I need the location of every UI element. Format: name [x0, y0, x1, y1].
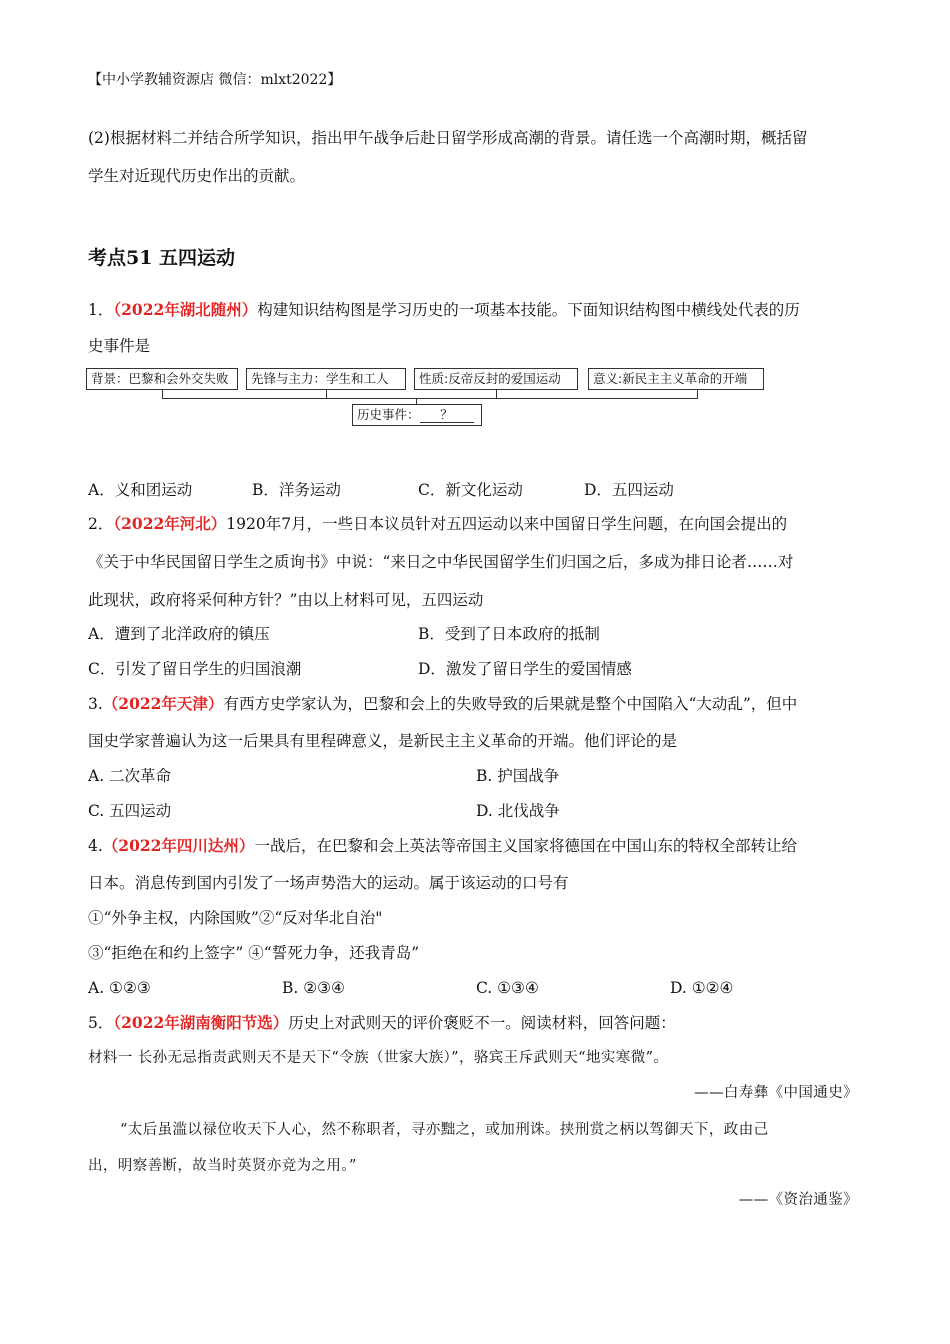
prev-question-line: (2)根据材料二并结合所学知识，指出甲午战争后赴日留学形成高潮的背景。请任选一个高潮时期，概括留 — [88, 129, 808, 147]
option-d: D. ①②④ — [670, 979, 734, 997]
option-a: A. ①②③ — [88, 979, 151, 997]
diagram-connector — [162, 390, 698, 399]
question-3-stem — [88, 694, 797, 714]
material-two: “太后虽滥以禄位收天下人心，然不称职者，寻亦黜之，或加刑诛。挟刑赏之柄以驾御天下，政由己 — [120, 1122, 769, 1138]
prev-question-line: 学生对近现代历史作出的贡献。 — [88, 167, 306, 185]
option-c: C．引发了留日学生的归国浪潮 — [88, 660, 302, 678]
section-title: 考点51 五四运动 — [88, 247, 236, 269]
question-2-stem — [88, 514, 787, 534]
page-header: 【中小学教辅资源店 微信：mlxt2022】 — [88, 72, 342, 88]
question-source: （2022年四川达州） — [102, 836, 255, 855]
question-4-stem — [88, 836, 797, 856]
diagram-box-event — [352, 404, 482, 426]
question-1-stem — [88, 300, 800, 320]
question-1-stem-cont: 史事件是 — [88, 337, 151, 355]
material-one: 材料一 长孙无忌指责武则天不是天下“令族（世家大族）”，骆宾王斥武则天“地实寒微”。 — [88, 1050, 669, 1066]
option-b: B．洋务运动 — [252, 481, 341, 499]
question-4-slogans: ①“外争主权，内除国败”②“反对华北自治" — [88, 909, 383, 927]
knowledge-structure-diagram — [86, 364, 776, 430]
event-blank: ？ — [420, 407, 474, 423]
question-number: 2． — [88, 515, 114, 533]
question-3-stem-cont: 国史学家普遍认为这一后果具有里程碑意义，是新民主主义革命的开端。他们评论的是 — [88, 732, 678, 750]
question-source: （2022年湖南衡阳节选） — [113, 1013, 289, 1032]
material-two-cont: 出，明察善断，故当时英贤亦竞为之用。” — [88, 1158, 357, 1174]
diagram-box-vanguard: 先锋与主力：学生和工人 — [246, 368, 406, 390]
option-b: B. ②③④ — [282, 979, 345, 997]
question-text: 1920年7月，一些日本议员针对五四运动以来中国留日学生问题，在向国会提出的 — [226, 515, 788, 533]
question-2-stem-cont: 此现状，政府将采何种方针？”由以上材料可见，五四运动 — [88, 591, 484, 609]
question-number: 4. — [88, 837, 103, 855]
diagram-box-background: 背景：巴黎和会外交失败 — [86, 368, 238, 390]
question-source: （2022年河北） — [113, 514, 227, 533]
question-number: 5． — [88, 1014, 114, 1032]
question-source: （2022年湖北随州） — [113, 300, 258, 319]
question-2-stem-cont: 《关于中华民国留日学生之质询书》中说：“来日之中华民国留学生们归国之后，多成为排日论者……对 — [88, 553, 794, 571]
question-4-slogans: ③“拒绝在和约上签字” ④“誓死力争，还我青岛” — [88, 944, 420, 962]
event-label: 历史事件： — [357, 407, 420, 422]
option-b: B. 护国战争 — [476, 767, 560, 785]
diagram-connector — [496, 390, 497, 398]
option-d: D．激发了留日学生的爱国情感 — [418, 660, 632, 678]
question-4-stem-cont: 日本。消息传到国内引发了一场声势浩大的运动。属于该运动的口号有 — [88, 874, 569, 892]
option-c: C．新文化运动 — [418, 481, 523, 499]
diagram-box-nature: 性质:反帝反封的爱国运动 — [414, 368, 578, 390]
option-a: A．遭到了北洋政府的镇压 — [88, 625, 270, 643]
question-text: 一战后，在巴黎和会上英法等帝国主义国家将德国在中国山东的特权全部转让给 — [254, 837, 797, 855]
question-text: 历史上对武则天的评价褒贬不一。阅读材料，回答问题： — [288, 1014, 676, 1032]
option-c: C. 五四运动 — [88, 802, 172, 820]
question-5-stem — [88, 1013, 676, 1033]
option-b: B．受到了日本政府的抵制 — [418, 625, 600, 643]
diagram-box-significance: 意义:新民主主义革命的开端 — [588, 368, 764, 390]
question-text: 构建知识结构图是学习历史的一项基本技能。下面知识结构图中横线处代表的历 — [257, 301, 800, 319]
option-c: C. ①③④ — [476, 979, 539, 997]
material-two-source: ——《资治通鉴》 — [738, 1192, 858, 1208]
question-number: 3. — [88, 695, 103, 713]
question-text: 有西方史学家认为，巴黎和会上的失败导致的后果就是整个中国陷入“大动乱”，但中 — [223, 695, 798, 713]
option-a: A．义和团运动 — [88, 481, 193, 499]
question-source: （2022年天津） — [102, 694, 224, 713]
option-d: D. 北伐战争 — [476, 802, 560, 820]
option-a: A. 二次革命 — [88, 767, 172, 785]
option-d: D．五四运动 — [584, 481, 674, 499]
diagram-connector — [326, 390, 327, 398]
material-one-source: ——白寿彝《中国通史》 — [694, 1085, 858, 1101]
question-number: 1． — [88, 301, 114, 319]
